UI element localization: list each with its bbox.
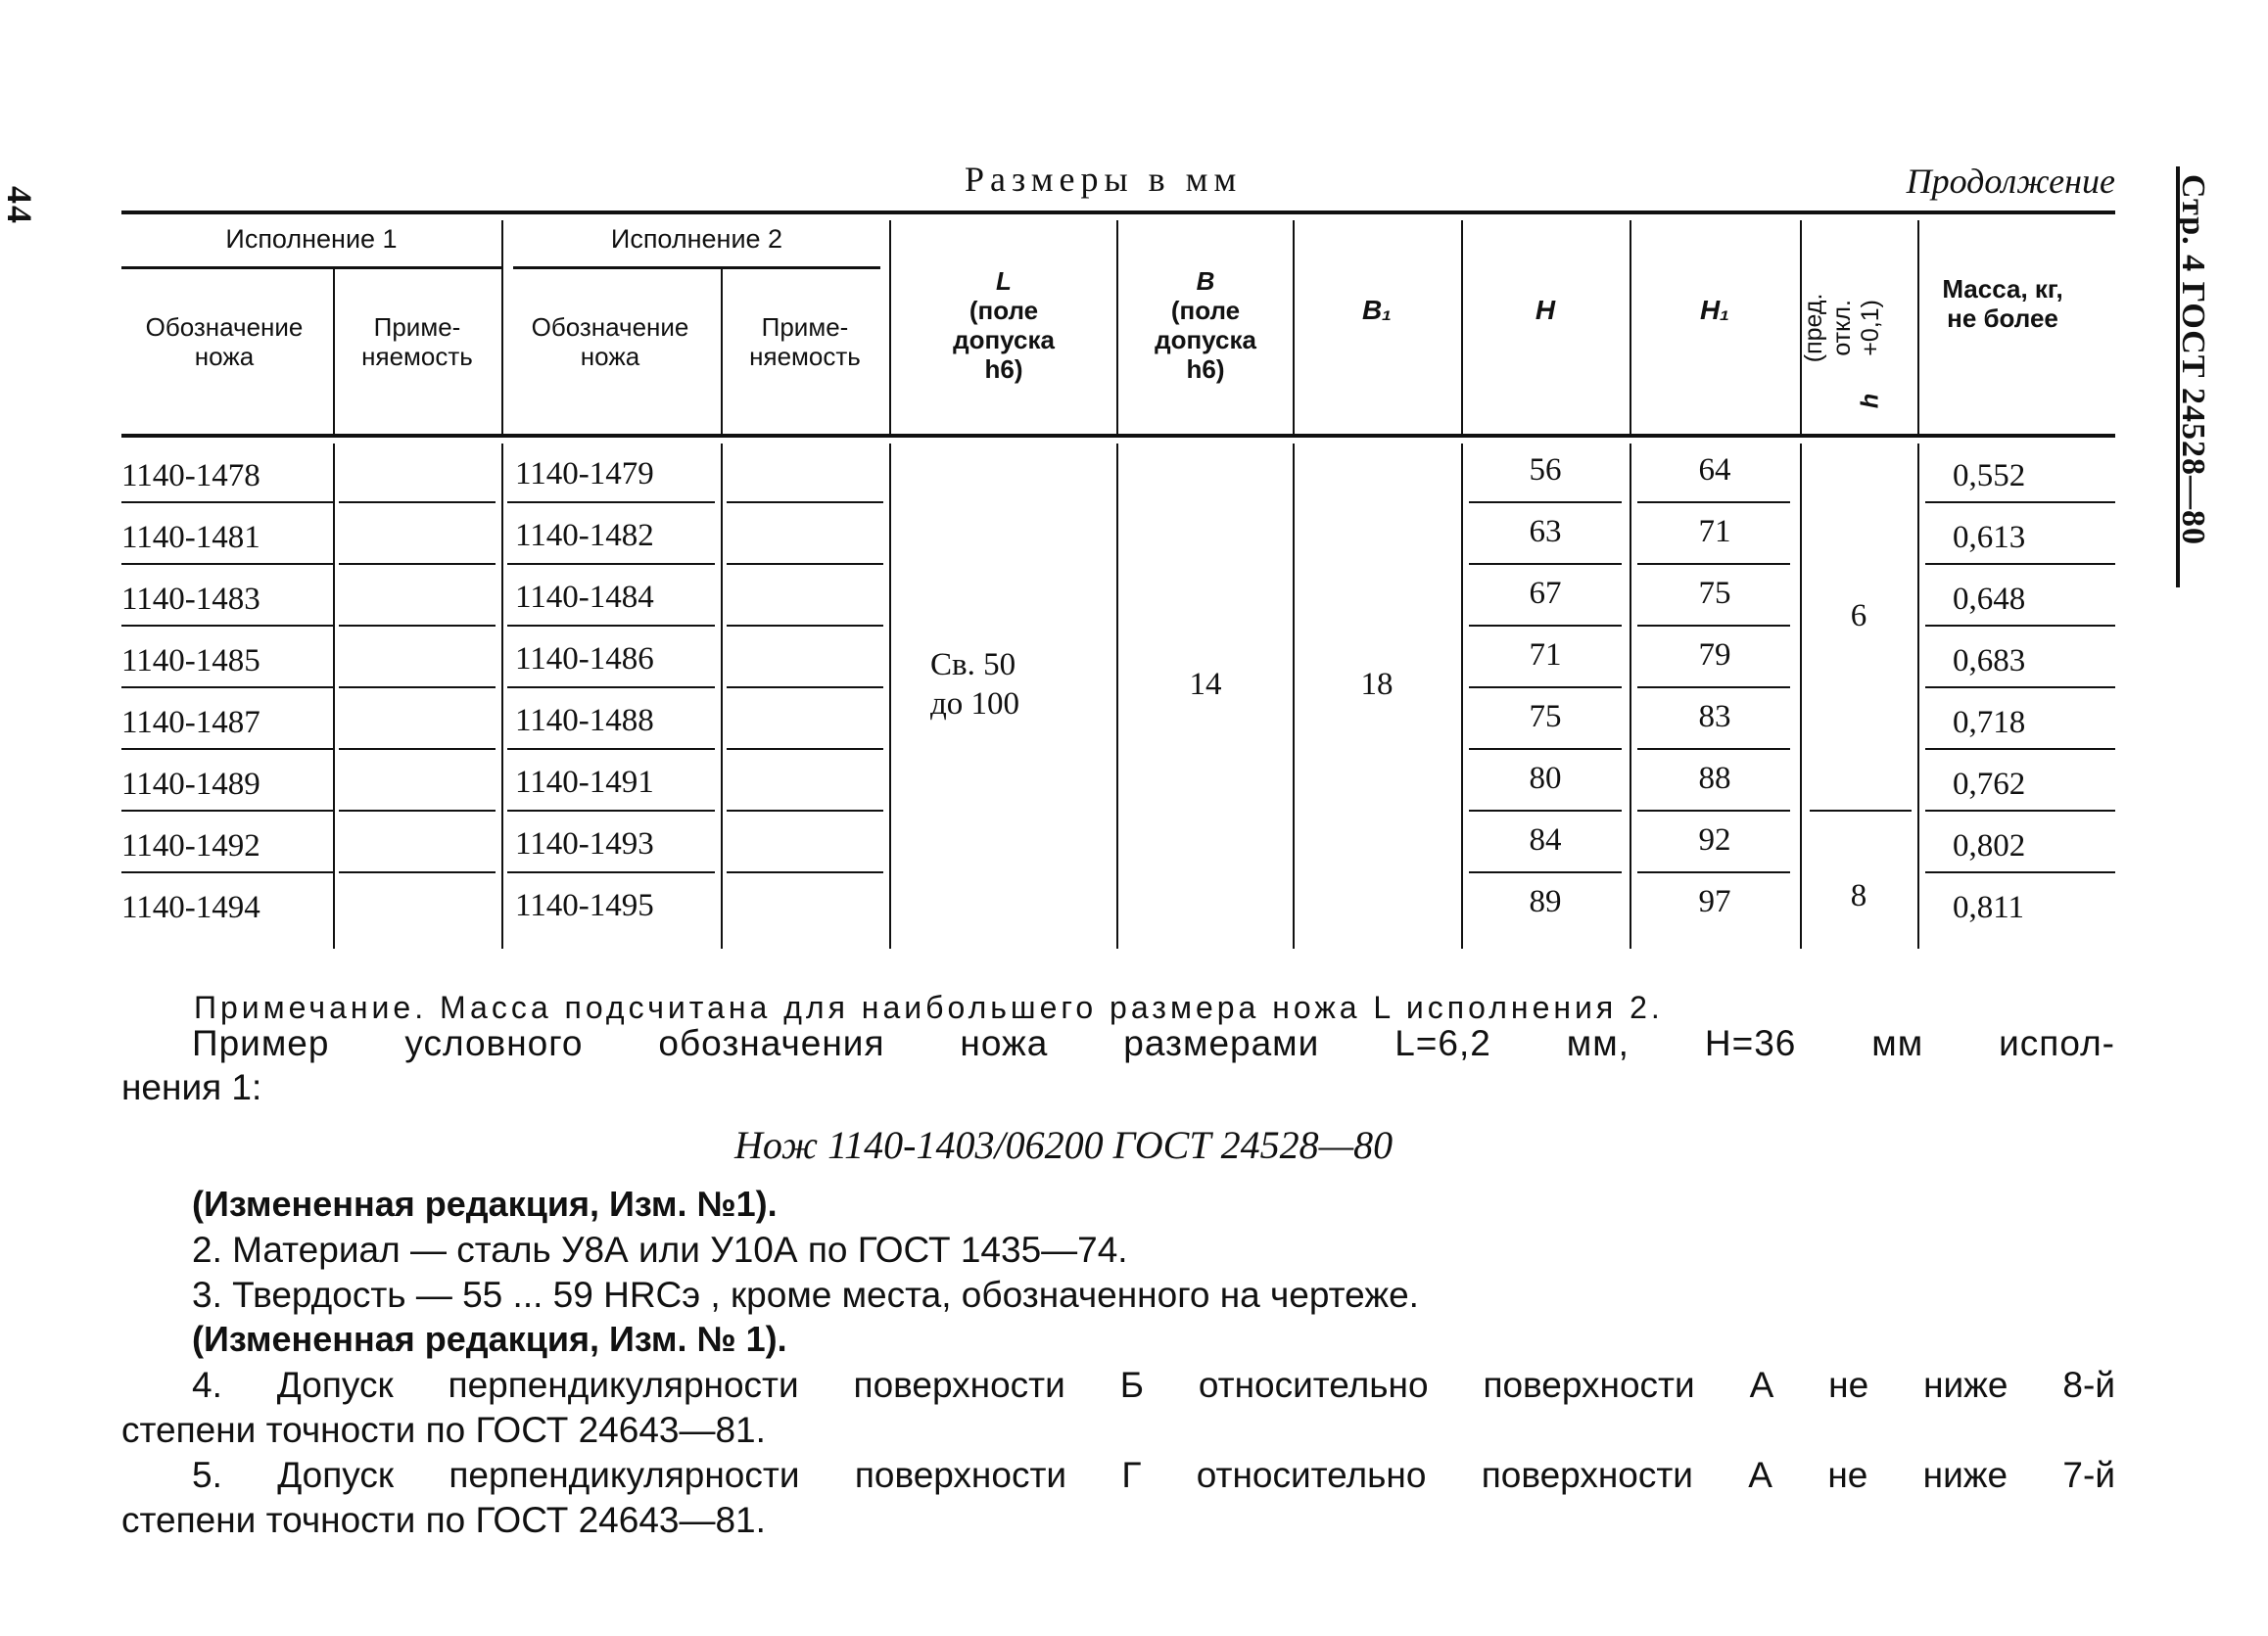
designation1-cell: 1140-1494 — [121, 890, 260, 925]
header-H-symbol: H — [1535, 295, 1556, 325]
hdr-div-5 — [1116, 220, 1118, 434]
row-rule-H — [1469, 810, 1622, 812]
note-text: Примечание. Масса подсчитана для наибольшего размера ножа L исполнения 2. — [194, 990, 1664, 1025]
row-rule-a2 — [727, 871, 883, 873]
row-rule-a2 — [727, 686, 883, 688]
row-rule-a1 — [339, 686, 496, 688]
designation1-cell: 1140-1481 — [121, 520, 260, 555]
H-cell: 67 — [1529, 576, 1562, 611]
hdr-div-7 — [1461, 220, 1463, 434]
row-rule-a1 — [339, 748, 496, 750]
table-caption: Размеры в мм — [965, 160, 1243, 199]
designation2-cell: 1140-1482 — [515, 518, 654, 553]
mass-cell: 0,811 — [1953, 890, 2025, 925]
H-cell: 63 — [1529, 514, 1562, 549]
group2-rule — [513, 266, 880, 269]
row-rule-a1 — [339, 871, 496, 873]
hdr-div-4 — [889, 220, 891, 434]
body-divider-9 — [1800, 444, 1802, 949]
table-top-rule — [121, 210, 2115, 214]
designation-example: Нож 1140-1403/06200 ГОСТ 24528—80 — [734, 1123, 1394, 1167]
header-H1 — [1633, 295, 1796, 326]
mass-cell: 0,802 — [1953, 828, 2026, 864]
H-cell: 71 — [1529, 637, 1562, 673]
item-3: 3. Твердость — 55 ... 59 HRCэ , кроме места, обозначенного на чертеже. — [192, 1275, 1419, 1315]
header-L-symbol: L — [996, 266, 1012, 296]
row-rule-mass — [1925, 563, 2115, 565]
row-rule-H — [1469, 748, 1622, 750]
header-h-sub: (пред. откл. +0,1) — [1800, 293, 1884, 363]
designation1-cell: 1140-1492 — [121, 828, 260, 864]
H-cell: 84 — [1529, 822, 1562, 858]
H1-cell: 88 — [1698, 761, 1731, 796]
body-divider-10 — [1917, 444, 1919, 949]
hdr-div-6 — [1293, 220, 1295, 434]
header-L — [895, 267, 1112, 385]
H1-cell: 83 — [1698, 699, 1731, 734]
designation2-cell: 1140-1479 — [515, 456, 654, 491]
mass-cell: 0,552 — [1953, 458, 2026, 493]
designation2-cell: 1140-1488 — [515, 703, 654, 738]
header-designation1: Обозначение ножа — [145, 312, 304, 371]
example-line1: Пример условного обозначения ножа размерами L=6,2 мм, H=36 мм испол- — [192, 1023, 2115, 1063]
mass-cell: 0,613 — [1953, 520, 2026, 555]
designation2-cell: 1140-1486 — [515, 641, 654, 677]
item-5-line2: степени точности по ГОСТ 24643—81. — [121, 1500, 766, 1540]
item-4-line1: 4. Допуск перпендикулярности поверхности Б относительно поверхности А не ниже 8-й — [192, 1365, 2115, 1405]
header-B-sub: (поле допуска h6) — [1155, 295, 1256, 384]
row-rule-d2 — [507, 501, 715, 503]
header-B-symbol: B — [1196, 266, 1215, 296]
row-rule-mass — [1925, 686, 2115, 688]
header-applicability1: Приме- няемость — [361, 312, 473, 371]
row-rule-H1 — [1637, 686, 1790, 688]
header-group1: Исполнение 1 — [225, 224, 398, 254]
B1-value: 18 — [1360, 667, 1394, 702]
row-rule-a2 — [727, 501, 883, 503]
group1-rule — [121, 266, 501, 269]
row-rule-H1 — [1637, 625, 1790, 627]
row-rule-H — [1469, 686, 1622, 688]
body-divider-3 — [721, 444, 723, 949]
revision-note-2: (Измененная редакция, Изм. № 1). — [192, 1319, 787, 1359]
row-rule-d1 — [121, 501, 333, 503]
row-rule-d2 — [507, 810, 715, 812]
item-2: 2. Материал — сталь У8А или У10А по ГОСТ 1435—74. — [192, 1230, 1128, 1270]
row-rule-a2 — [727, 625, 883, 627]
row-rule-H1 — [1637, 748, 1790, 750]
row-rule-H1 — [1637, 501, 1790, 503]
designation1-cell: 1140-1487 — [121, 705, 260, 740]
h-value-lower: 8 — [1850, 878, 1867, 913]
header-mass: Масса, кг, не более — [1942, 274, 2063, 333]
row-rule-H1 — [1637, 871, 1790, 873]
row-rule-H1 — [1637, 563, 1790, 565]
row-rule-mass — [1925, 501, 2115, 503]
row-rule-d2 — [507, 871, 715, 873]
body-divider-6 — [1293, 444, 1295, 949]
row-rule-H — [1469, 501, 1622, 503]
H1-cell: 75 — [1698, 576, 1731, 611]
designation1-cell: 1140-1483 — [121, 582, 260, 617]
row-rule-a2 — [727, 748, 883, 750]
row-rule-d2 — [507, 563, 715, 565]
L-value-line2: до 100 — [930, 686, 1020, 722]
header-B1-symbol: B₁ — [1361, 295, 1393, 325]
H1-cell: 92 — [1698, 822, 1731, 858]
body-divider-2 — [501, 444, 503, 949]
designation2-cell: 1140-1484 — [515, 580, 654, 615]
row-rule-H — [1469, 625, 1622, 627]
row-rule-H — [1469, 563, 1622, 565]
H1-cell: 71 — [1698, 514, 1731, 549]
mass-cell: 0,683 — [1953, 643, 2026, 678]
h-value-upper: 6 — [1850, 598, 1867, 633]
side-header: Стр. 4 ГОСТ 24528—80 — [2175, 174, 2211, 546]
row-rule-a1 — [339, 501, 496, 503]
continuation-label: Продолжение — [1906, 162, 2115, 201]
row-rule-H — [1469, 871, 1622, 873]
row-rule-a1 — [339, 625, 496, 627]
header-B — [1122, 267, 1289, 385]
item-5-line1: 5. Допуск перпендикулярности поверхности Г относительно поверхности А не ниже 7-й — [192, 1455, 2115, 1495]
H-cell: 56 — [1529, 452, 1562, 488]
H1-cell: 79 — [1698, 637, 1731, 673]
body-divider-7 — [1461, 444, 1463, 949]
H-cell: 75 — [1529, 699, 1562, 734]
header-group2: Исполнение 2 — [610, 224, 783, 254]
mass-cell: 0,762 — [1953, 767, 2026, 802]
hdr-div-3 — [721, 269, 723, 434]
B-value: 14 — [1189, 667, 1222, 702]
mass-cell: 0,718 — [1953, 705, 2026, 740]
header-h-symbol: h — [1856, 393, 1884, 409]
body-divider-1 — [333, 444, 335, 949]
hdr-div-1 — [333, 269, 335, 434]
L-value-line1: Св. 50 — [930, 647, 1016, 682]
hdr-div-10 — [1917, 220, 1919, 434]
hdr-div-2 — [501, 220, 503, 434]
header-bottom-rule — [121, 434, 2115, 438]
h-split-rule — [1810, 810, 1912, 812]
header-B1 — [1297, 295, 1457, 326]
header-L-sub: (поле допуска h6) — [953, 295, 1055, 384]
body-divider-8 — [1630, 444, 1631, 949]
row-rule-mass — [1925, 871, 2115, 873]
revision-note-1: (Измененная редакция, Изм. №1). — [192, 1184, 778, 1224]
table-note — [194, 992, 1664, 1023]
row-rule-d1 — [121, 871, 333, 873]
row-rule-mass — [1925, 625, 2115, 627]
row-rule-a2 — [727, 563, 883, 565]
designation2-cell: 1140-1495 — [515, 888, 654, 923]
H-cell: 80 — [1529, 761, 1562, 796]
designation2-cell: 1140-1491 — [515, 765, 654, 800]
H1-cell: 97 — [1698, 884, 1731, 919]
designation2-cell: 1140-1493 — [515, 826, 654, 862]
H1-cell: 64 — [1698, 452, 1731, 488]
designation1-cell: 1140-1489 — [121, 767, 260, 802]
mass-cell: 0,648 — [1953, 582, 2026, 617]
designation1-cell: 1140-1478 — [121, 458, 260, 493]
row-rule-mass — [1925, 748, 2115, 750]
row-rule-d2 — [507, 686, 715, 688]
body-divider-4 — [889, 444, 891, 949]
row-rule-d1 — [121, 810, 333, 812]
row-rule-d1 — [121, 625, 333, 627]
row-rule-d1 — [121, 748, 333, 750]
designation1-cell: 1140-1485 — [121, 643, 260, 678]
row-rule-d1 — [121, 563, 333, 565]
item-4-line2: степени точности по ГОСТ 24643—81. — [121, 1410, 766, 1450]
hdr-div-8 — [1630, 220, 1631, 434]
row-rule-d2 — [507, 748, 715, 750]
row-rule-d2 — [507, 625, 715, 627]
example-line2: нения 1: — [121, 1067, 262, 1107]
page-number: 44 — [0, 186, 39, 225]
header-designation2: Обозначение ножа — [531, 312, 689, 371]
row-rule-a1 — [339, 563, 496, 565]
row-rule-a2 — [727, 810, 883, 812]
row-rule-d1 — [121, 686, 333, 688]
H-cell: 89 — [1529, 884, 1562, 919]
header-h — [1800, 248, 1917, 430]
row-rule-H1 — [1637, 810, 1790, 812]
body-divider-5 — [1116, 444, 1118, 949]
header-H1-symbol: H₁ — [1699, 295, 1730, 325]
header-applicability2: Приме- няемость — [749, 312, 861, 371]
knife-dimensions-table — [121, 210, 2115, 972]
row-rule-a1 — [339, 810, 496, 812]
row-rule-mass — [1925, 810, 2115, 812]
header-H — [1465, 295, 1626, 326]
